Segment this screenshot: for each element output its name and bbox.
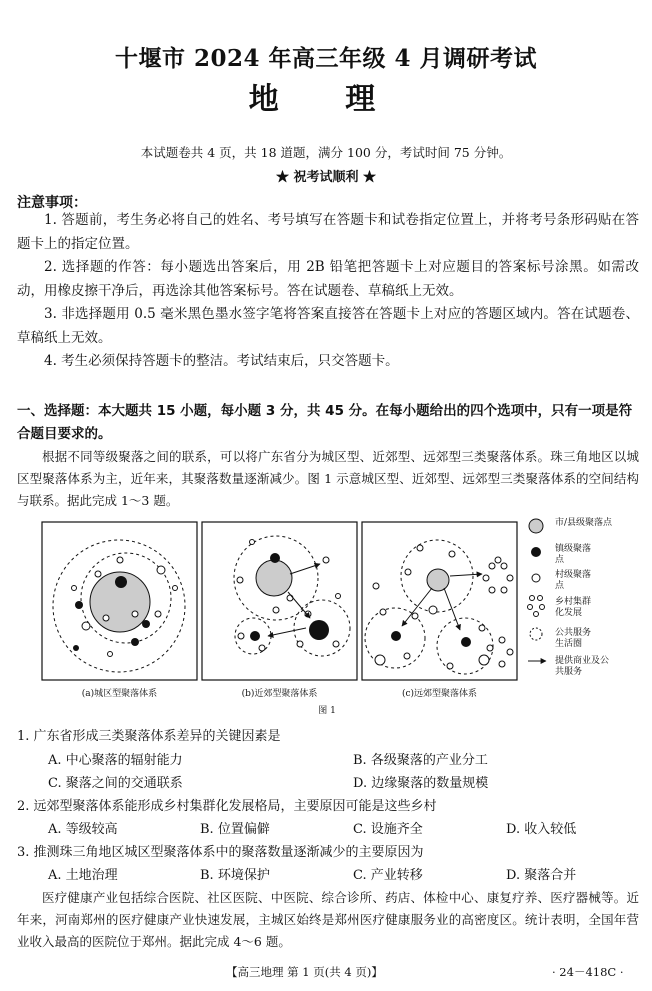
subject-title: 地 理: [248, 82, 404, 117]
q1-option-b: B. 各级聚落的产业分工: [353, 753, 488, 768]
exam-title: 十堰市 2024 年高三年级 4 月调研考试: [114, 45, 538, 72]
good-luck-line: ★ 祝考试顺利 ★: [275, 170, 377, 185]
caption-c: (c)远郊型聚落体系: [401, 689, 478, 699]
q3-option-b: B. 环境保护: [200, 868, 270, 883]
footer-code: · 24－418C ·: [552, 965, 624, 979]
q3-option-c: C. 产业转移: [353, 868, 423, 883]
q1-option-c: C. 聚落之间的交通联系: [48, 776, 183, 791]
legend-cluster: 乡村集群化发展: [555, 597, 592, 618]
legend-city: 市/县级聚落点: [555, 518, 613, 528]
q3-option-d: D. 聚落合并: [506, 868, 577, 883]
question-3-stem: 3. 推测珠三角地区城区型聚落体系中的聚落数量逐渐减少的主要原因为: [17, 845, 424, 860]
panel-b-suburban: [202, 522, 357, 680]
q2-option-b: B. 位置偏僻: [200, 822, 270, 837]
exam-info: 本试题卷共 4 页，共 18 道题，满分 100 分，考试时间 75 分钟。: [140, 145, 512, 160]
footer-page-info: 【高三地理 第 1 页(共 4 页)】: [226, 965, 383, 979]
legend-village: 村级聚落点: [555, 570, 592, 591]
q2-option-a: A. 等级较高: [48, 822, 118, 837]
legend-town: 镇级聚落点: [555, 544, 592, 565]
caption-a: (a)城区型聚落体系: [81, 689, 158, 699]
note-item-1: 1. 答题前，考生务必将自己的姓名、考号填写在答题卡和试卷指定位置上，并将考号条形码贴在答题卡上的指定位置。: [17, 212, 639, 252]
q3-option-a: A. 土地治理: [48, 868, 118, 883]
q1-option-a: A. 中心聚落的辐射能力: [48, 753, 183, 768]
note-item-2: 2. 选择题的作答：每小题选出答案后，用 2B 铅笔把答题卡上对应题目的答案标号涂黑。如需改动，用橡皮擦干净后，再选涂其他答案标号。答在试题卷、草稿纸上无效。: [17, 259, 639, 299]
caption-b: (b)近郊型聚落体系: [241, 689, 318, 699]
question-2-stem: 2. 远郊型聚落体系能形成乡村集群化发展格局，主要原因可能是这些乡村: [17, 799, 437, 814]
panel-c-exurban: [362, 522, 517, 680]
section-heading: [17, 400, 639, 446]
passage-1: 根据不同等级聚落之间的联系，可以将广东省分为城区型、近郊型、远郊型三类聚落体系。珠三角地区以城区型聚落体系为主，近年来，其聚落数量逐渐减少。图 1 示意城区型、近郊型、远郊型三类聚落体系的空间结构与联系。据此完成 1～3 题。: [17, 449, 639, 508]
q2-option-d: D. 收入较低: [506, 822, 577, 837]
question-1-stem: 1. 广东省形成三类聚落体系差异的关键因素是: [17, 729, 281, 744]
legend-symbols: [528, 519, 547, 661]
figure-label: 图 1: [318, 706, 336, 716]
passage-2: 医疗健康产业包括综合医院、社区医院、中医院、综合诊所、药店、体检中心、康复疗养、医疗器械等。近年来，河南郑州的医疗健康产业快速发展，主城区始终是郑州医疗健康服务业的高密度区。统计表明，全国年营业收入最高的医院位于郑州。据此完成 4～6 题。: [17, 890, 639, 949]
note-item-3: 3. 非选择题用 0.5 毫米黑色墨水签字笔将答案直接答在答题卡上对应的答题区域内。答在试题卷、草稿纸上无效。: [17, 306, 639, 346]
notes-heading: 注意事项：: [17, 195, 87, 211]
section-title: 一、选择题：本大题共 15 小题，每小题 3 分，共 45 分。在每小题给出的四个选项中，只有一项是符合题目要求的。: [17, 403, 633, 442]
note-item-4: 4. 考生必须保持答题卡的整洁。考试结束后，只交答题卡。: [44, 353, 399, 369]
q1-option-d: D. 边缘聚落的数量规模: [353, 776, 489, 791]
legend-service-circle: 公共服务生活圈: [555, 628, 592, 649]
legend-service-arrow: 提供商业及公共服务: [555, 656, 610, 677]
q2-option-c: C. 设施齐全: [353, 822, 423, 837]
panel-a-urban: [42, 522, 197, 680]
